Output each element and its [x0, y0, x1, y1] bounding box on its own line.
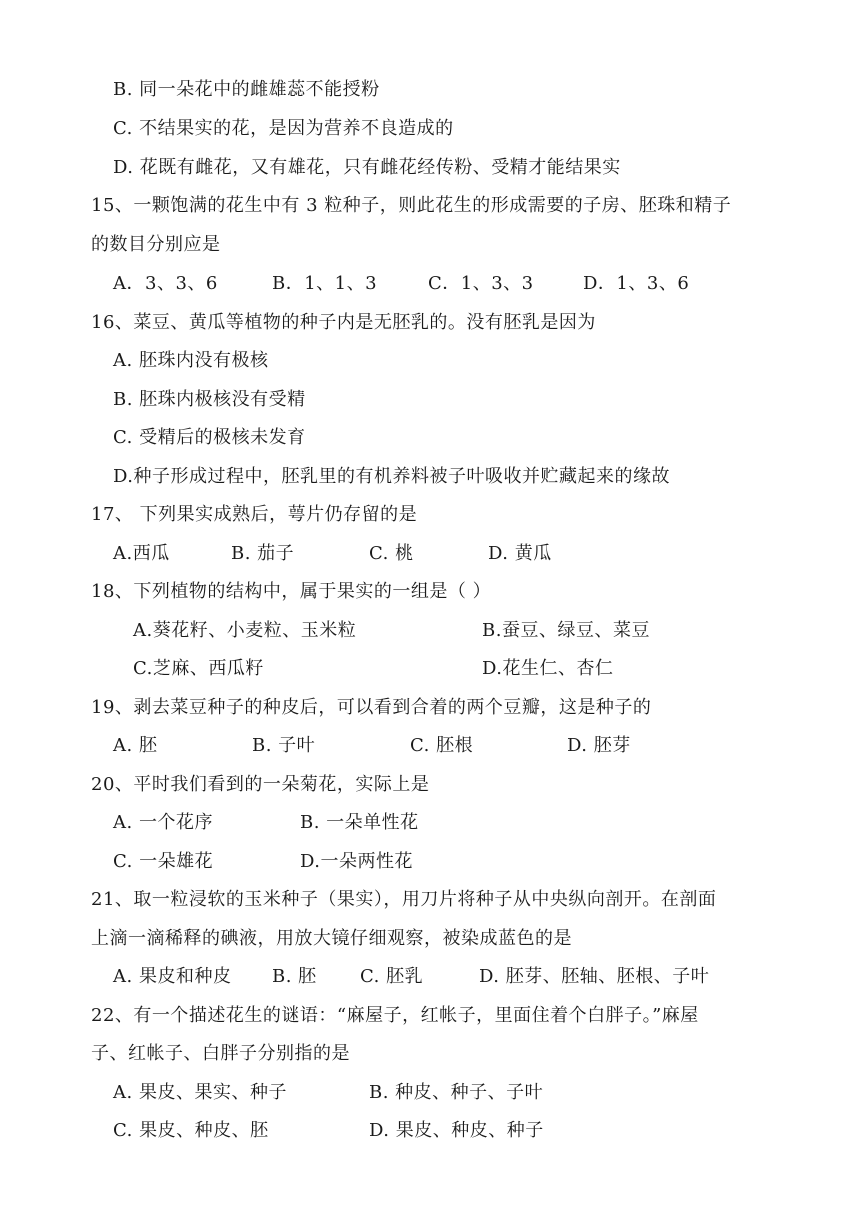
- q15-option-a: A．3、3、6: [113, 273, 218, 294]
- q20-option-d: D.一朵两性花: [300, 851, 414, 872]
- q21-stem-line2: 上滴一滴稀释的碘液，用放大镜仔细观察，被染成蓝色的是: [91, 928, 572, 949]
- q20-option-b: B. 一朵单性花: [300, 812, 419, 833]
- q17-option-a: A.西瓜: [113, 543, 170, 564]
- q16-option-d: D.种子形成过程中，胚乳里的有机养料被子叶吸收并贮藏起来的缘故: [113, 466, 671, 487]
- q19-option-a: A. 胚: [113, 735, 158, 756]
- q15-option-b: B．1、1、3: [272, 273, 378, 294]
- q14-option-c: C. 不结果实的花，是因为营养不良造成的: [113, 118, 454, 139]
- q16-stem: 16、菜豆、黄瓜等植物的种子内是无胚乳的。没有胚乳是因为: [91, 312, 596, 333]
- q22-option-a: A. 果皮、果实、种子: [113, 1082, 287, 1103]
- q16-option-c: C. 受精后的极核未发育: [113, 427, 306, 448]
- q22-option-d: D. 果皮、种皮、种子: [369, 1120, 544, 1141]
- q21-stem-line1: 21、取一粒浸软的玉米种子（果实），用刀片将种子从中央纵向剖开。在剖面: [91, 889, 717, 910]
- q18-stem: 18、下列植物的结构中，属于果实的一组是（ ）: [91, 581, 492, 602]
- q15-option-c: C．1、3、3: [428, 273, 534, 294]
- q18-option-b: B.蚕豆、绿豆、菜豆: [482, 620, 650, 641]
- q22-option-c: C. 果皮、种皮、胚: [113, 1120, 269, 1141]
- q22-option-b: B. 种皮、种子、子叶: [369, 1082, 544, 1103]
- q19-stem: 19、剥去菜豆种子的种皮后，可以看到合着的两个豆瓣，这是种子的: [91, 697, 652, 718]
- q18-option-a: A.葵花籽、小麦粒、玉米粒: [133, 620, 357, 641]
- q19-option-c: C. 胚根: [410, 735, 474, 756]
- q20-option-a: A. 一个花序: [113, 812, 213, 833]
- q17-stem: 17、 下列果实成熟后，萼片仍存留的是: [91, 504, 418, 525]
- q15-stem-line2: 的数目分别应是: [91, 234, 221, 255]
- q17-option-b: B. 茄子: [231, 543, 295, 564]
- q14-option-d: D. 花既有雌花，又有雄花，只有雌花经传粉、受精才能结果实: [113, 157, 621, 178]
- q22-stem-line2: 子、红帐子、白胖子分别指的是: [91, 1043, 350, 1064]
- q21-option-a: A. 果皮和种皮: [113, 966, 232, 987]
- q15-stem-line1: 15、一颗饱满的花生中有 3 粒种子，则此花生的形成需要的子房、胚珠和精子: [91, 195, 732, 216]
- q16-option-b: B. 胚珠内极核没有受精: [113, 389, 306, 410]
- q17-option-c: C. 桃: [369, 543, 414, 564]
- q19-option-d: D. 胚芽: [567, 735, 631, 756]
- q17-option-d: D. 黄瓜: [488, 543, 552, 564]
- q21-option-d: D. 胚芽、胚轴、胚根、子叶: [479, 966, 710, 987]
- q21-option-c: C. 胚乳: [360, 966, 424, 987]
- q14-option-b: B. 同一朵花中的雌雄蕊不能授粉: [113, 79, 380, 100]
- q19-option-b: B. 子叶: [252, 735, 316, 756]
- q18-option-c: C.芝麻、西瓜籽: [133, 658, 264, 679]
- q21-option-b: B. 胚: [272, 966, 317, 987]
- q20-stem: 20、平时我们看到的一朵菊花，实际上是: [91, 774, 430, 795]
- q16-option-a: A. 胚珠内没有极核: [113, 350, 269, 371]
- q15-option-d: D．1、3、6: [583, 273, 690, 294]
- q20-option-c: C. 一朵雄花: [113, 851, 214, 872]
- q18-option-d: D.花生仁、杏仁: [482, 658, 614, 679]
- q22-stem-line1: 22、有一个描述花生的谜语：“麻屋子，红帐子，里面住着个白胖子。”麻屋: [91, 1005, 699, 1026]
